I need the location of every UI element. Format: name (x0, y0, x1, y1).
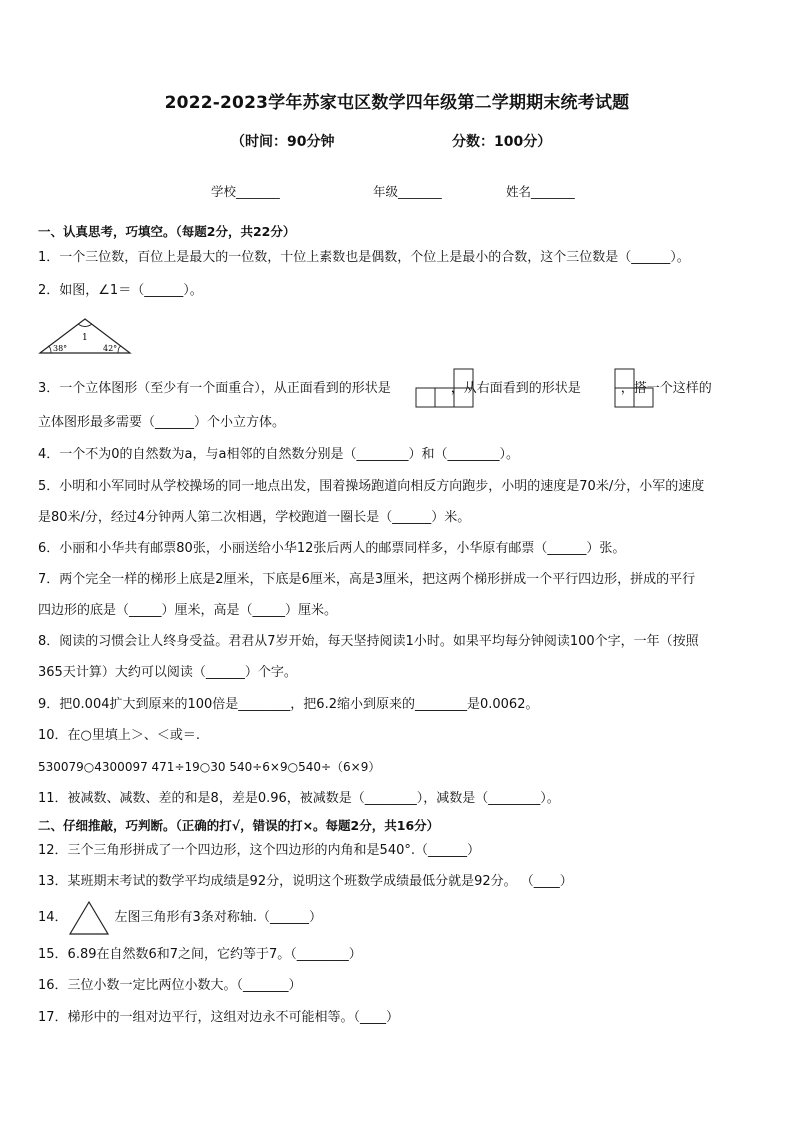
question-5-line-1: 5．小明和小军同时从学校操场的同一地点出发，围着操场跑道向相反方向跑步，小明的速度是70米/分，小军的速度 (38, 479, 705, 494)
question-8-line-2: 365天计算）大约可以阅读（______）个字。 (38, 665, 297, 680)
question-5-line-2: 是80米/分，经过4分钟两人第二次相遇，学校跑道一圈长是（______）米。 (38, 510, 471, 525)
question-7-line-1: 7．两个完全一样的梯形上底是2厘米，下底是6厘米，高是3厘米，把这两个梯形拼成一个平行四边形，拼成的平行 (38, 572, 696, 587)
question-3-text-b: ，从右面看到的形状是 (450, 381, 581, 396)
name-field[interactable]: 姓名_______ (506, 184, 575, 199)
question-15: 15．6.89在自然数6和7之间，它约等于7。（________） (38, 947, 362, 962)
front-view-figure (415, 367, 477, 409)
right-view-figure (614, 367, 656, 409)
question-14-number: 14． (38, 910, 68, 925)
question-2: 2．如图，∠1＝（______）。 (38, 283, 203, 298)
question-16: 16．三位小数一定比两位小数大。（_______） (38, 978, 302, 993)
question-3-line-1 (38, 379, 712, 399)
angle-38-label: 38° (53, 344, 68, 353)
grade-field[interactable]: 年级_______ (373, 184, 442, 199)
section-2-heading: 二、仔细推敲，巧判断。（正确的打√，错误的打×。每题2分，共16分） (38, 818, 440, 833)
question-8-line-1: 8．阅读的习惯会让人终身受益。君君从7岁开始，每天坚持阅读1小时。如果平均每分钟阅读100个字，一年（按照 (38, 634, 699, 649)
time-limit: （时间：90分钟 (231, 134, 335, 150)
question-9: 9．把0.004扩大到原来的100倍是________，把6.2缩小到原来的________是0.0062。 (38, 697, 539, 712)
school-field[interactable]: 学校_______ (211, 184, 280, 199)
question-1: 1．一个三位数，百位上是最大的一位数，十位上素数也是偶数，个位上是最小的合数，这个三位数是（______）。 (38, 250, 690, 265)
section-1-heading: 一、认真思考，巧填空。（每题2分，共22分） (38, 224, 296, 239)
question-7-line-2: 四边形的底是（_____）厘米，高是（_____）厘米。 (38, 603, 338, 618)
angle-42-label: 42° (103, 344, 118, 353)
question-17: 17．梯形中的一组对边平行，这组对边永不可能相等。（____） (38, 1010, 400, 1025)
equilateral-triangle-figure (68, 900, 110, 936)
total-score: 分数：100分） (452, 134, 552, 150)
question-3-line-2: 立体图形最多需要（______）个小立方体。 (38, 415, 286, 430)
question-13: 13．某班期末考试的数学平均成绩是92分，说明这个班数学成绩最低分就是92分。 （____） (38, 874, 573, 889)
question-6: 6．小丽和小华共有邮票80张，小丽送给小华12张后两人的邮票同样多，小华原有邮票（______）张。 (38, 541, 626, 556)
question-10: 10．在○里填上＞、＜或＝. (38, 728, 201, 743)
question-3-text-c: ，搭一个这样的 (620, 381, 712, 396)
triangle-angle-figure (38, 315, 134, 357)
question-10-comparisons: 530079○4300097 471÷19○30 540÷6×9○540÷（6×9） (38, 760, 381, 774)
page-title: 2022-2023学年苏家屯区数学四年级第二学期期末统考试题 (164, 93, 630, 113)
question-14-text: 左图三角形有3条对称轴.（______） (114, 910, 322, 925)
angle-1-label: 1 (82, 333, 88, 343)
question-4: 4．一个不为0的自然数为a，与a相邻的自然数分别是（________）和（________）。 (38, 447, 519, 462)
question-12: 12．三个三角形拼成了一个四边形，这个四边形的内角和是540°.（______） (38, 843, 480, 858)
question-11: 11．被减数、减数、差的和是8，差是0.96，被减数是（________），减数是（________）。 (38, 791, 560, 806)
question-3-text-a: 3．一个立体图形（至少有一个面重合），从正面看到的形状是 (38, 381, 391, 396)
